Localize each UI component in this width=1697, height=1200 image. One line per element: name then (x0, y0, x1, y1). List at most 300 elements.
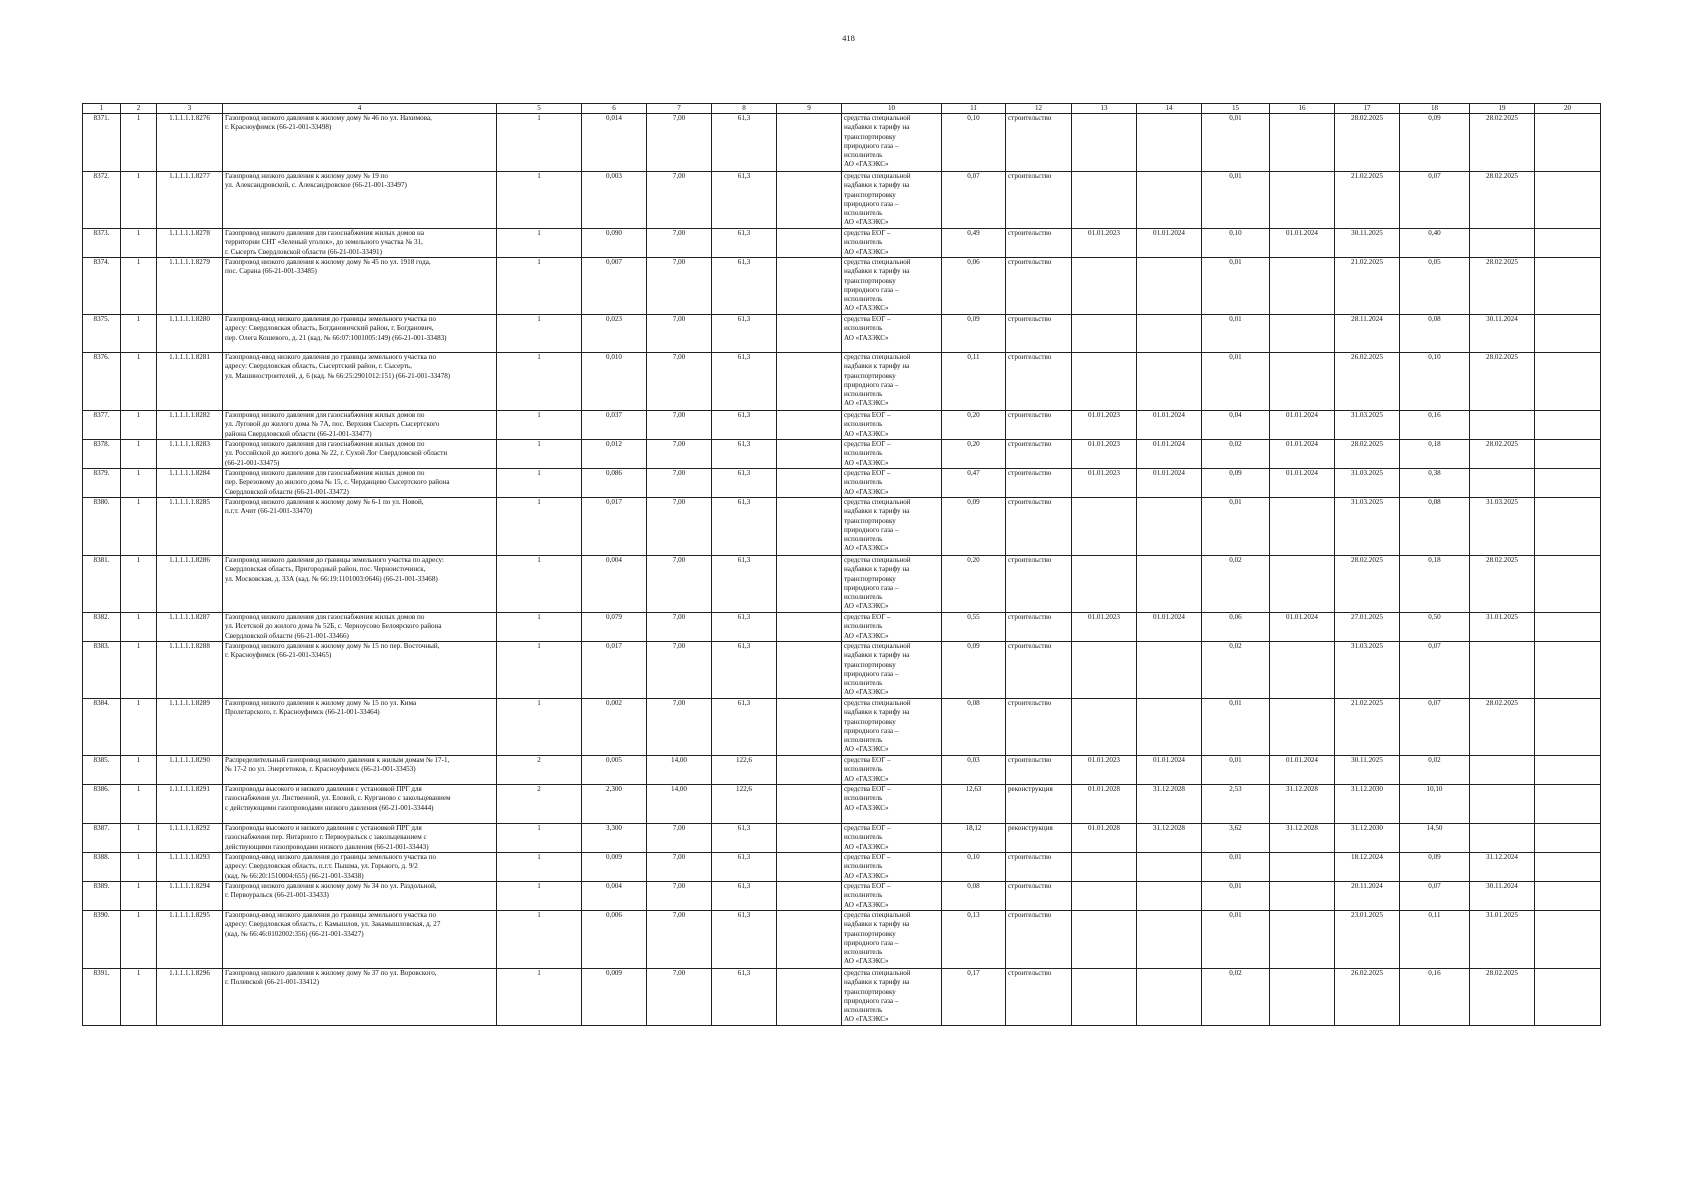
table-cell: 1 (497, 853, 582, 882)
table-cell: 28.02.2025 (1335, 440, 1400, 469)
table-cell (1072, 911, 1137, 969)
table-cell: 61,3 (712, 853, 777, 882)
table-cell: 61,3 (712, 469, 777, 498)
table-row (83, 642, 1601, 699)
table-cell: 1 (497, 172, 582, 229)
column-header: 3 (157, 104, 223, 114)
table-cell: 61,3 (712, 556, 777, 613)
table-cell: 61,3 (712, 699, 777, 756)
table-cell: 28.11.2024 (1335, 315, 1400, 353)
table-cell: 1 (497, 498, 582, 556)
table-row (83, 469, 1601, 498)
table-cell: 0,20 (942, 411, 1006, 440)
table-cell: 0,04 (1202, 411, 1270, 440)
column-header: 16 (1270, 104, 1335, 114)
table-cell (1535, 353, 1601, 411)
table-cell (1270, 172, 1335, 229)
table-cell: 1 (497, 114, 582, 172)
table-cell: Газопровод низкого давления для газоснабжения жилых домов по ул. Луговой до жилого дома № 7А, пос. Верхняя Сысерть Сысертского района Свердловской области (66-21-001-33477) (223, 411, 497, 440)
table-cell: Газопровод-ввод низкого давления до границы земельного участка по адресу: Свердловская область, Богдановичский район, г. Богданович, пер. Олега Кошевого, д. 21 (кад. № 66:07:1001005:149) (66-21-001-33483) (223, 315, 497, 353)
table-cell: 8371. (83, 114, 121, 172)
table-cell (1072, 556, 1137, 613)
table-cell: 0,18 (1400, 440, 1470, 469)
table-cell: 61,3 (712, 613, 777, 642)
table-cell: 61,3 (712, 882, 777, 911)
table-cell: 01.01.2024 (1137, 469, 1202, 498)
table-cell (1072, 882, 1137, 911)
table-cell: 0,006 (582, 911, 647, 969)
table-cell: 0,003 (582, 172, 647, 229)
table-cell: 1 (121, 469, 157, 498)
table-cell: 61,3 (712, 642, 777, 699)
table-cell (1535, 498, 1601, 556)
table-cell: средства специальной надбавки к тарифу на транспортировку природного газа – исполнитель АО «ГАЗЭКС» (842, 498, 942, 556)
table-cell: 0,004 (582, 882, 647, 911)
table-cell: 01.01.2023 (1072, 411, 1137, 440)
table-cell: 1.1.1.1.1.8283 (157, 440, 223, 469)
table-cell: 18.12.2024 (1335, 853, 1400, 882)
table-cell: 1 (497, 440, 582, 469)
table-cell: 8373. (83, 229, 121, 258)
table-cell: 8388. (83, 853, 121, 882)
table-cell (777, 969, 842, 1026)
table-cell (1270, 853, 1335, 882)
column-header: 15 (1202, 104, 1270, 114)
table-cell: 2,53 (1202, 785, 1270, 824)
table-cell: Газопровод низкого давления к жилому дому № 46 по ул. Нахимова, г. Красноуфимск (66-21-001-33498) (223, 114, 497, 172)
table-cell (1470, 411, 1535, 440)
table-cell: 1 (497, 911, 582, 969)
table-cell: 8390. (83, 911, 121, 969)
table-cell: 1 (121, 258, 157, 315)
table-row (83, 353, 1601, 411)
table-cell: 7,00 (647, 556, 712, 613)
table-cell: 31.12.2030 (1335, 824, 1400, 853)
table-cell: средства специальной надбавки к тарифу на транспортировку природного газа – исполнитель АО «ГАЗЭКС» (842, 969, 942, 1026)
table-cell: 7,00 (647, 353, 712, 411)
table-cell: 1.1.1.1.1.8296 (157, 969, 223, 1026)
table-cell: 0,009 (582, 969, 647, 1026)
column-header: 12 (1006, 104, 1072, 114)
table-cell (1535, 882, 1601, 911)
table-cell: Газопровод низкого давления к жилому дому № 34 по ул. Раздольной, г. Первоуральск (66-21-001-33433) (223, 882, 497, 911)
table-cell: средства ЕОГ – исполнитель АО «ГАЗЭКС» (842, 315, 942, 353)
table-cell: 7,00 (647, 824, 712, 853)
table-cell: 1.1.1.1.1.8293 (157, 853, 223, 882)
table-cell: 0,07 (942, 172, 1006, 229)
table-cell: 0,20 (942, 556, 1006, 613)
table-row (83, 229, 1601, 258)
column-header: 20 (1535, 104, 1601, 114)
table-cell: 7,00 (647, 882, 712, 911)
table-cell: 0,18 (1400, 556, 1470, 613)
table-cell: Распределительный газопровод низкого давления к жилым домам № 17-1, № 17-2 по ул. Энергетиков, г. Красноуфимск (66-21-001-33453) (223, 756, 497, 785)
table-cell: 0,55 (942, 613, 1006, 642)
table-cell: 1.1.1.1.1.8276 (157, 114, 223, 172)
table-cell (1535, 315, 1601, 353)
table-cell: 28.02.2025 (1335, 556, 1400, 613)
table-cell: 1.1.1.1.1.8281 (157, 353, 223, 411)
table-cell: строительство (1006, 642, 1072, 699)
table-cell: строительство (1006, 853, 1072, 882)
column-header: 14 (1137, 104, 1202, 114)
table-cell: 1.1.1.1.1.8285 (157, 498, 223, 556)
table-cell: Газопроводы высокого и низкого давления с установкой ПРГ для газоснабжения пер. Янтарного г. Первоуральск с закольцеванием с действующими газопроводами низкого давления (66-21-001-33443) (223, 824, 497, 853)
table-cell: 0,16 (1400, 411, 1470, 440)
table-cell (777, 699, 842, 756)
table-cell: 31.01.2025 (1470, 911, 1535, 969)
table-cell: средства ЕОГ – исполнитель АО «ГАЗЭКС» (842, 613, 942, 642)
table-cell: 0,01 (1202, 756, 1270, 785)
table-cell: 61,3 (712, 440, 777, 469)
table-cell: 0,20 (942, 440, 1006, 469)
table-cell: 0,010 (582, 353, 647, 411)
table-cell (1470, 824, 1535, 853)
table-cell: строительство (1006, 229, 1072, 258)
table-cell: 0,002 (582, 699, 647, 756)
table-cell: 61,3 (712, 229, 777, 258)
table-cell (1072, 699, 1137, 756)
table-cell: 14,00 (647, 785, 712, 824)
table-row (83, 785, 1601, 824)
table-cell: 8387. (83, 824, 121, 853)
table-cell (1270, 114, 1335, 172)
table-cell: 26.02.2025 (1335, 353, 1400, 411)
table-cell: 01.01.2028 (1072, 785, 1137, 824)
table-row (83, 556, 1601, 613)
table-cell: 10,10 (1400, 785, 1470, 824)
table-cell: 1.1.1.1.1.8284 (157, 469, 223, 498)
table-cell (777, 411, 842, 440)
table-cell: 1 (121, 853, 157, 882)
table-cell: средства ЕОГ – исполнитель АО «ГАЗЭКС» (842, 756, 942, 785)
table-row (83, 756, 1601, 785)
table-cell: 14,00 (647, 756, 712, 785)
table-cell: Газопровод низкого давления для газоснабжения жилых домов на территории СНТ «Зеленый уголок», до земельного участка № 31, г. Сысерть Свердловской области (66-21-001-33491) (223, 229, 497, 258)
table-cell: 1.1.1.1.1.8291 (157, 785, 223, 824)
table-cell: 8372. (83, 172, 121, 229)
table-header-row (83, 104, 1601, 114)
table-cell: 122,6 (712, 756, 777, 785)
table-cell: 31.12.2028 (1137, 824, 1202, 853)
table-cell: 0,08 (1400, 315, 1470, 353)
table-cell (777, 114, 842, 172)
table-cell: строительство (1006, 613, 1072, 642)
table-cell: Газопровод-ввод низкого давления до границы земельного участка по адресу: Свердловская область, г. Камышлов, ул. Закамышловская, д. 27 (кад. № 66:46:0102002:356) (66-21-001-33427) (223, 911, 497, 969)
table-cell (1137, 853, 1202, 882)
table-cell: 1 (121, 114, 157, 172)
table-cell: 28.02.2025 (1470, 969, 1535, 1026)
table-cell: Газопровод низкого давления к жилому дому № 45 по ул. 1918 года, пос. Сарана (66-21-001-33485) (223, 258, 497, 315)
table-cell (1137, 114, 1202, 172)
table-cell: средства специальной надбавки к тарифу на транспортировку природного газа – исполнитель АО «ГАЗЭКС» (842, 353, 942, 411)
table-cell (1137, 258, 1202, 315)
table-cell: 0,11 (1400, 911, 1470, 969)
table-cell: 0,09 (942, 642, 1006, 699)
column-header: 5 (497, 104, 582, 114)
table-cell: 31.03.2025 (1335, 642, 1400, 699)
column-header: 10 (842, 104, 942, 114)
table-cell: Газопровод низкого давления к жилому дому № 15 по ул. Кима Пролетарского, г. Красноуфимск (66-21-001-33464) (223, 699, 497, 756)
table-cell: строительство (1006, 315, 1072, 353)
table-cell: 7,00 (647, 411, 712, 440)
table-cell (1137, 315, 1202, 353)
table-cell (777, 258, 842, 315)
table-row (83, 498, 1601, 556)
table-cell: 1.1.1.1.1.8294 (157, 882, 223, 911)
table-cell: 1 (497, 642, 582, 699)
table-cell: 1 (121, 411, 157, 440)
table-cell (1270, 258, 1335, 315)
table-cell: 1 (121, 785, 157, 824)
table-cell: 2 (497, 756, 582, 785)
table-cell: 31.12.2028 (1270, 824, 1335, 853)
table-cell: 8384. (83, 699, 121, 756)
table-cell: 1.1.1.1.1.8279 (157, 258, 223, 315)
table-cell: средства специальной надбавки к тарифу на транспортировку природного газа – исполнитель АО «ГАЗЭКС» (842, 172, 942, 229)
table-cell: 1 (497, 353, 582, 411)
table-cell: 8385. (83, 756, 121, 785)
table-cell: 61,3 (712, 498, 777, 556)
table-cell (1270, 882, 1335, 911)
table-cell: 0,023 (582, 315, 647, 353)
table-cell (1535, 785, 1601, 824)
table-cell: средства ЕОГ – исполнитель АО «ГАЗЭКС» (842, 440, 942, 469)
table-cell: 1 (121, 353, 157, 411)
table-cell: 1.1.1.1.1.8290 (157, 756, 223, 785)
table-cell (1535, 172, 1601, 229)
table-cell (1270, 699, 1335, 756)
table-cell: 7,00 (647, 911, 712, 969)
table-cell: 1 (121, 756, 157, 785)
table-cell (1535, 411, 1601, 440)
table-cell: 0,07 (1400, 882, 1470, 911)
table-cell: 0,38 (1400, 469, 1470, 498)
table-cell: 01.01.2024 (1270, 411, 1335, 440)
table-cell: 0,49 (942, 229, 1006, 258)
table-row (83, 699, 1601, 756)
table-cell: 0,004 (582, 556, 647, 613)
table-cell (1137, 172, 1202, 229)
column-header: 1 (83, 104, 121, 114)
table-cell (777, 469, 842, 498)
table-cell: 7,00 (647, 969, 712, 1026)
table-cell: средства ЕОГ – исполнитель АО «ГАЗЭКС» (842, 882, 942, 911)
table-cell: 0,05 (1400, 258, 1470, 315)
table-cell (1535, 613, 1601, 642)
table-cell (777, 613, 842, 642)
table-cell: Газопровод-ввод низкого давления до границы земельного участка по адресу: Свердловская область, п.г.т. Пышма, ул. Горького, д. 9/2 (кад. № 66:20:1510004:655) (66-21-001-33438) (223, 853, 497, 882)
table-cell: строительство (1006, 498, 1072, 556)
table-cell (777, 556, 842, 613)
table-cell: 1 (121, 824, 157, 853)
table-cell: 8381. (83, 556, 121, 613)
table-cell: 61,3 (712, 172, 777, 229)
table-cell: строительство (1006, 969, 1072, 1026)
table-cell: 31.03.2025 (1335, 469, 1400, 498)
table-cell: 61,3 (712, 315, 777, 353)
table-cell: 01.01.2024 (1270, 613, 1335, 642)
table-cell: 7,00 (647, 642, 712, 699)
table-cell: 2,300 (582, 785, 647, 824)
table-cell: 0,02 (1202, 642, 1270, 699)
table-cell (1072, 315, 1137, 353)
table-cell: 1 (121, 315, 157, 353)
table-row (83, 411, 1601, 440)
table-cell: Газопровод низкого давления до границы земельного участка по адресу: Свердловская область, Пригородный район, пос. Черноисточинск, ул. Московская, д. 33А (кад. № 66:19:1101003:0646) (66-21-001-33468) (223, 556, 497, 613)
table-cell: Газопровод низкого давления к жилому дому № 19 по ул. Александровской, с. Александровское (66-21-001-33497) (223, 172, 497, 229)
table-cell: 0,07 (1400, 699, 1470, 756)
table-row (83, 114, 1601, 172)
table-cell: строительство (1006, 440, 1072, 469)
table-cell: 1 (497, 258, 582, 315)
table-cell: 0,02 (1202, 969, 1270, 1026)
table-cell: 28.02.2025 (1470, 114, 1535, 172)
table-cell (1535, 114, 1601, 172)
table-cell: 8376. (83, 353, 121, 411)
table-cell: 21.02.2025 (1335, 172, 1400, 229)
table-cell (1270, 969, 1335, 1026)
table-cell: 8380. (83, 498, 121, 556)
table-cell: строительство (1006, 411, 1072, 440)
table-cell (777, 824, 842, 853)
table-cell: 0,06 (1202, 613, 1270, 642)
table-cell (1270, 315, 1335, 353)
table-cell: строительство (1006, 756, 1072, 785)
table-cell: 0,017 (582, 642, 647, 699)
table-cell: 01.01.2024 (1137, 411, 1202, 440)
table-cell: 28.02.2025 (1470, 172, 1535, 229)
table-row (83, 172, 1601, 229)
table-cell: 0,02 (1202, 556, 1270, 613)
table-cell: средства ЕОГ – исполнитель АО «ГАЗЭКС» (842, 229, 942, 258)
table-cell: 0,10 (1202, 229, 1270, 258)
table-cell (1535, 469, 1601, 498)
table-cell (1535, 699, 1601, 756)
table-cell (777, 853, 842, 882)
table-cell (777, 756, 842, 785)
table-cell (1137, 969, 1202, 1026)
table-cell: 01.01.2024 (1270, 229, 1335, 258)
table-cell (1072, 353, 1137, 411)
table-cell: 1 (121, 440, 157, 469)
table-cell: 0,014 (582, 114, 647, 172)
table-cell: 0,01 (1202, 699, 1270, 756)
table-cell: 61,3 (712, 258, 777, 315)
table-cell (1137, 699, 1202, 756)
table-cell: 7,00 (647, 853, 712, 882)
table-cell: 7,00 (647, 315, 712, 353)
table-cell: 0,079 (582, 613, 647, 642)
table-cell: средства специальной надбавки к тарифу на транспортировку природного газа – исполнитель АО «ГАЗЭКС» (842, 699, 942, 756)
table-cell (1470, 469, 1535, 498)
table-cell: 0,01 (1202, 114, 1270, 172)
table-cell: 1 (121, 556, 157, 613)
table-cell (1470, 642, 1535, 699)
table-row (83, 613, 1601, 642)
table-cell (1270, 498, 1335, 556)
table-cell: 0,10 (1400, 353, 1470, 411)
table-cell: 7,00 (647, 613, 712, 642)
table-cell: 30.11.2025 (1335, 756, 1400, 785)
table-cell: 1 (121, 613, 157, 642)
table-cell: 01.01.2024 (1270, 756, 1335, 785)
table-cell: 1.1.1.1.1.8286 (157, 556, 223, 613)
table-cell: 61,3 (712, 114, 777, 172)
table-row (83, 853, 1601, 882)
table-cell (1535, 229, 1601, 258)
table-cell: строительство (1006, 114, 1072, 172)
table-cell: 0,01 (1202, 498, 1270, 556)
table-cell: 1.1.1.1.1.8282 (157, 411, 223, 440)
table-cell: 7,00 (647, 498, 712, 556)
table-cell: 01.01.2024 (1137, 613, 1202, 642)
table-cell (1535, 440, 1601, 469)
table-cell (1470, 229, 1535, 258)
table-cell (1137, 353, 1202, 411)
table-cell: 1 (121, 969, 157, 1026)
table-cell: 28.02.2025 (1335, 114, 1400, 172)
table-cell: 0,47 (942, 469, 1006, 498)
table-cell: 31.01.2025 (1470, 613, 1535, 642)
table-cell: средства специальной надбавки к тарифу на транспортировку природного газа – исполнитель АО «ГАЗЭКС» (842, 911, 942, 969)
table-cell: 0,01 (1202, 315, 1270, 353)
table-cell (777, 785, 842, 824)
column-header: 11 (942, 104, 1006, 114)
table-cell: 0,06 (942, 258, 1006, 315)
table-cell: 26.02.2025 (1335, 969, 1400, 1026)
table-cell: 0,09 (1400, 853, 1470, 882)
table-cell: 18,12 (942, 824, 1006, 853)
table-cell: строительство (1006, 258, 1072, 315)
column-header: 17 (1335, 104, 1400, 114)
table-cell: 0,01 (1202, 172, 1270, 229)
table-cell: 8382. (83, 613, 121, 642)
table-cell: средства ЕОГ – исполнитель АО «ГАЗЭКС» (842, 853, 942, 882)
table-cell: строительство (1006, 699, 1072, 756)
table-cell: 1 (497, 469, 582, 498)
table-cell: строительство (1006, 469, 1072, 498)
table-cell: 0,08 (942, 882, 1006, 911)
table-cell: 01.01.2024 (1270, 440, 1335, 469)
table-cell: 30.11.2025 (1335, 229, 1400, 258)
table-cell: 28.02.2025 (1470, 556, 1535, 613)
column-header: 13 (1072, 104, 1137, 114)
table-cell: 0,09 (1202, 469, 1270, 498)
column-header: 7 (647, 104, 712, 114)
table-cell: 8379. (83, 469, 121, 498)
table-cell: 0,10 (942, 114, 1006, 172)
table-cell: 7,00 (647, 172, 712, 229)
table-cell (1470, 756, 1535, 785)
table-cell: средства ЕОГ – исполнитель АО «ГАЗЭКС» (842, 785, 942, 824)
table-cell: Газопровод низкого давления к жилому дому № 37 по ул. Воровского, г. Полевской (66-21-001-33412) (223, 969, 497, 1026)
table-row (83, 969, 1601, 1026)
table-cell: 61,3 (712, 911, 777, 969)
table-cell: 21.02.2025 (1335, 699, 1400, 756)
table-cell: 0,009 (582, 853, 647, 882)
column-header: 8 (712, 104, 777, 114)
table-cell: 30.11.2024 (1470, 315, 1535, 353)
table-cell: средства специальной надбавки к тарифу на транспортировку природного газа – исполнитель АО «ГАЗЭКС» (842, 258, 942, 315)
table-cell: средства специальной надбавки к тарифу на транспортировку природного газа – исполнитель АО «ГАЗЭКС» (842, 556, 942, 613)
table-cell: 0,012 (582, 440, 647, 469)
table-cell: 0,017 (582, 498, 647, 556)
table-cell: 0,09 (1400, 114, 1470, 172)
table-cell: 1.1.1.1.1.8287 (157, 613, 223, 642)
table-cell: 1 (121, 642, 157, 699)
table-cell: 27.01.2025 (1335, 613, 1400, 642)
